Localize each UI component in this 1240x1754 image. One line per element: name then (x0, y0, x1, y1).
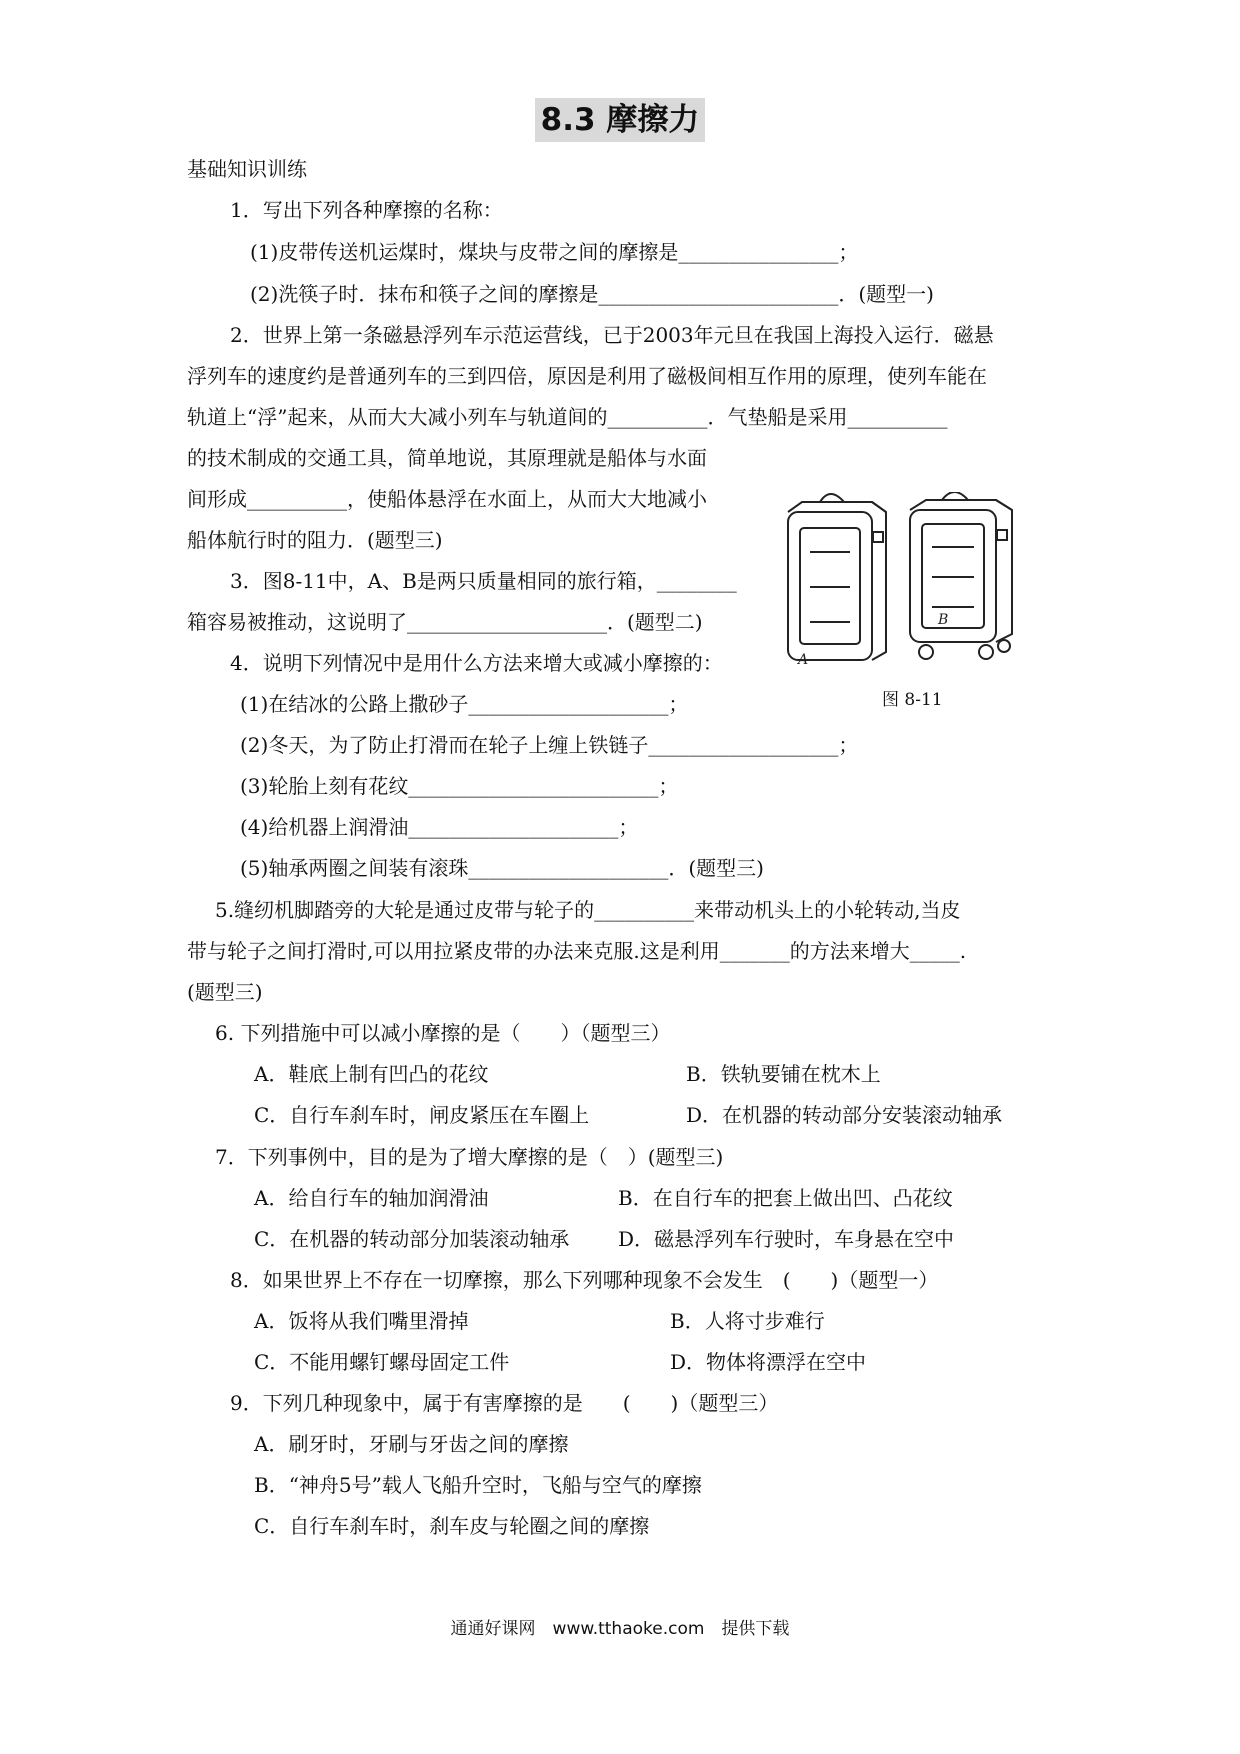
question-9-option-b: B．“神舟5号”载人飞船升空时，飞船与空气的摩擦 (254, 1473, 702, 1497)
page-footer: 通通好课网 www.tthaoke.com 提供下载 (450, 1619, 790, 1639)
question-5-line-3: (题型三) (187, 980, 263, 1004)
question-2-line-5: 间形成__________，使船体悬浮在水面上，从而大大地减小 (187, 487, 707, 511)
question-4-part-5: (5)轴承两圈之间装有滚珠____________________．(题型三) (240, 856, 764, 880)
question-7-option-a: A．给自行车的轴加润滑油 (254, 1186, 489, 1210)
question-9-option-a: A．刷牙时，牙刷与牙齿之间的摩擦 (254, 1432, 569, 1456)
question-2-line-6: 船体航行时的阻力．(题型三) (187, 528, 443, 552)
page-title (0, 98, 1240, 142)
question-6-option-d: D．在机器的转动部分安装滚动轴承 (686, 1103, 1003, 1127)
suitcase-figure (780, 492, 1030, 667)
question-7-option-b: B．在自行车的把套上做出凹、凸花纹 (618, 1186, 953, 1210)
question-4-stem: 4．说明下列情况中是用什么方法来增大或减小摩擦的： (230, 651, 723, 675)
question-4-part-2: (2)冬天，为了防止打滑而在轮子上缠上铁链子___________________； (240, 733, 859, 757)
question-9-stem: 9．下列几种现象中，属于有害摩擦的是 ( )（题型三） (230, 1391, 779, 1415)
question-3-line-1: 3．图8-11中，A、B是两只质量相同的旅行箱，________ (230, 569, 737, 593)
suitcase-b-label: B (938, 612, 949, 628)
question-7-option-d: D．磁悬浮列车行驶时，车身悬在空中 (618, 1227, 955, 1251)
question-7-option-c: C．在机器的转动部分加装滚动轴承 (254, 1227, 570, 1251)
question-1-part-2: (2)洗筷子时．抹布和筷子之间的摩擦是________________________．(题型一) (250, 282, 934, 306)
question-2-line-2: 浮列车的速度约是普通列车的三到四倍，原因是利用了磁极间相互作用的原理，使列车能在 (187, 364, 987, 388)
question-9-option-c: C．自行车刹车时，刹车皮与轮圈之间的摩擦 (254, 1514, 650, 1538)
question-6-option-c: C．自行车刹车时，闸皮紧压在车圈上 (254, 1103, 590, 1127)
question-4-part-3: (3)轮胎上刻有花纹_________________________； (240, 774, 679, 798)
page-title-text: 8.3 摩擦力 (535, 98, 706, 142)
question-5-line-1: 5.缝纫机脚踏旁的大轮是通过皮带与轮子的__________来带动机头上的小轮转动,当皮 (215, 898, 961, 922)
question-4-part-4: (4)给机器上润滑油_____________________； (240, 815, 639, 839)
question-1-stem: 1．写出下列各种摩擦的名称： (230, 198, 503, 222)
question-1-part-1: (1)皮带传送机运煤时，煤块与皮带之间的摩擦是________________； (250, 240, 859, 264)
question-3-line-2: 箱容易被推动，这说明了____________________．(题型二) (187, 610, 703, 634)
question-6-stem: 6. 下列措施中可以减小摩擦的是（ ）（题型三） (215, 1021, 671, 1045)
question-8-option-a: A．饭将从我们嘴里滑掉 (254, 1309, 469, 1333)
figure-caption: 图 8-11 (882, 690, 943, 710)
question-5-line-2: 带与轮子之间打滑时,可以用拉紧皮带的办法来克服.这是利用_______的方法来增大_____. (187, 939, 967, 963)
question-6-option-b: B．铁轨要铺在枕木上 (686, 1062, 881, 1086)
question-8-option-b: B．人将寸步难行 (670, 1309, 825, 1333)
question-6-option-a: A．鞋底上制有凹凸的花纹 (254, 1062, 489, 1086)
question-2-line-3: 轨道上“浮”起来，从而大大减小列车与轨道间的__________．气垫船是采用__________ (187, 405, 948, 429)
question-8-option-d: D．物体将漂浮在空中 (670, 1350, 867, 1374)
question-2-line-1: 2．世界上第一条磁悬浮列车示范运营线，已于2003年元旦在我国上海投入运行．磁悬 (230, 323, 994, 347)
question-7-stem: 7．下列事例中，目的是为了增大摩擦的是（ ）(题型三) (215, 1145, 724, 1169)
question-4-part-1: (1)在结冰的公路上撒砂子____________________； (240, 692, 689, 716)
suitcase-a-label: A (798, 652, 809, 667)
section-heading: 基础知识训练 (187, 157, 307, 181)
question-8-option-c: C．不能用螺钉螺母固定工件 (254, 1350, 510, 1374)
suitcase-a (788, 494, 886, 660)
suitcase-b (910, 492, 1012, 659)
question-8-stem: 8．如果世界上不存在一切摩擦，那么下列哪种现象不会发生 ( )（题型一） (230, 1268, 939, 1292)
question-2-line-4: 的技术制成的交通工具，简单地说，其原理就是船体与水面 (187, 446, 707, 470)
